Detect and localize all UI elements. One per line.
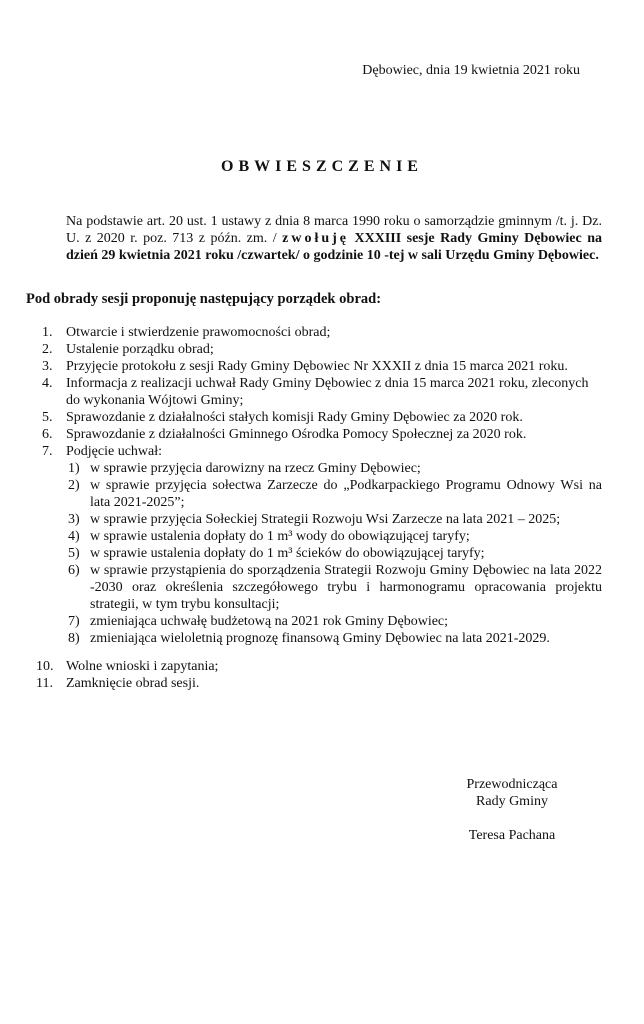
resolution-item (26, 511, 602, 528)
item-number: 3. (42, 359, 53, 374)
list-item (26, 358, 602, 375)
resolution-item (26, 477, 602, 511)
intro-convene-word: zwołuję (282, 231, 350, 246)
item-number: 6. (42, 427, 53, 442)
resolution-item (26, 630, 602, 647)
resolution-item (26, 613, 602, 630)
item-text: Zamknięcie obrad sesji. (66, 676, 200, 691)
list-item (26, 375, 602, 409)
item-text: Podjęcie uchwał: (66, 444, 163, 459)
resolution-item (26, 528, 602, 545)
item-text: Wolne wnioski i zapytania; (66, 659, 219, 674)
item-text: Informacja z realizacji uchwał Rady Gminy Dębowiec z dnia 15 marca 2021 roku, zleconych do wykonania Wójtowi Gminy; (66, 376, 589, 408)
resolution-text: w sprawie przystąpienia do sporządzenia Strategii Rozwoju Gminy Dębowiec na lata 2022 -2030 oraz określenia szczegółowego trybu i harmonogramu opracowania projektu strategii, w tym trybu konsultacji; (90, 563, 602, 612)
closing-list (26, 658, 602, 692)
resolution-number: 2) (68, 478, 80, 493)
document-title: OBWIESZCZENIE (221, 158, 423, 175)
item-text: Otwarcie i stwierdzenie prawomocności obrad; (66, 325, 331, 340)
resolution-item (26, 562, 602, 613)
list-item (26, 341, 602, 358)
resolution-text: zmieniająca wieloletnią prognozę finansową Gminy Dębowiec na lata 2021-2029. (90, 631, 550, 646)
item-number: 10. (36, 659, 54, 674)
item-text: Sprawozdanie z działalności Gminnego Ośrodka Pomocy Społecznej za 2020 rok. (66, 427, 527, 442)
item-number: 2. (42, 342, 53, 357)
resolution-text: w sprawie ustalenia dopłaty do 1 m³ ścieków do obowiązującej taryfy; (90, 546, 485, 561)
list-item (26, 409, 602, 426)
intro-paragraph (26, 213, 602, 264)
resolution-number: 5) (68, 546, 80, 561)
item-text: Sprawozdanie z działalności stałych komisji Rady Gminy Dębowiec za 2020 rok. (66, 410, 523, 425)
resolution-text: w sprawie przyjęcia sołectwa Zarzecze do „Podkarpackiego Programu Odnowy Wsi na lata 2021-2025”; (90, 478, 602, 510)
signature-role: Przewodnicząca (466, 777, 558, 792)
resolution-number: 4) (68, 529, 80, 544)
resolution-text: w sprawie ustalenia dopłaty do 1 m³ wody do obowiązującej taryfy; (90, 529, 470, 544)
resolution-number: 7) (68, 614, 80, 629)
item-number: 5. (42, 410, 53, 425)
item-text: Ustalenie porządku obrad; (66, 342, 214, 357)
list-item (26, 324, 602, 341)
item-number: 11. (36, 676, 53, 691)
resolution-number: 6) (68, 563, 80, 578)
resolution-text: w sprawie przyjęcia Sołeckiej Strategii Rozwoju Wsi Zarzecze na lata 2021 – 2025; (90, 512, 561, 527)
item-number: 7. (42, 444, 53, 459)
intro-text: Na podstawie art. 20 ust. 1 ustawy z dnia 8 marca 1990 roku o samorządzie gminnym /t. j. Dz. U. z 2020 r. poz. 713 z późn. zm. / (66, 214, 602, 246)
signature-name: Teresa Pachana (468, 828, 556, 843)
resolution-number: 1) (68, 461, 80, 476)
intro-session-details: XXXIII sesje Rady Gminy Dębowiec na dzień 29 kwietnia 2021 roku /czwartek/ o godzinie 10 -tej w sali Urzędu Gminy Dębowiec. (66, 231, 602, 263)
signature-block (452, 776, 572, 844)
signature-council: Rady Gminy (476, 794, 548, 809)
item-number: 1. (42, 325, 53, 340)
list-item (26, 658, 602, 675)
dateline: Dębowiec, dnia 19 kwietnia 2021 roku (362, 63, 580, 78)
resolution-text: w sprawie przyjęcia darowizny na rzecz Gminy Dębowiec; (90, 461, 421, 476)
resolution-item (26, 545, 602, 562)
resolution-item (26, 460, 602, 477)
resolution-number: 8) (68, 631, 80, 646)
resolution-number: 3) (68, 512, 80, 527)
resolution-text: zmieniająca uchwałę budżetową na 2021 rok Gminy Dębowiec; (90, 614, 449, 629)
list-item (26, 426, 602, 443)
list-item (26, 443, 602, 460)
item-number: 4. (42, 376, 53, 391)
list-item (26, 675, 602, 692)
agenda-heading: Pod obrady sesji proponuję następujący porządek obrad: (26, 291, 382, 307)
item-text: Przyjęcie protokołu z sesji Rady Gminy Dębowiec Nr XXXII z dnia 15 marca 2021 roku. (66, 359, 568, 374)
agenda-list (26, 324, 602, 647)
resolutions-list (26, 460, 602, 647)
